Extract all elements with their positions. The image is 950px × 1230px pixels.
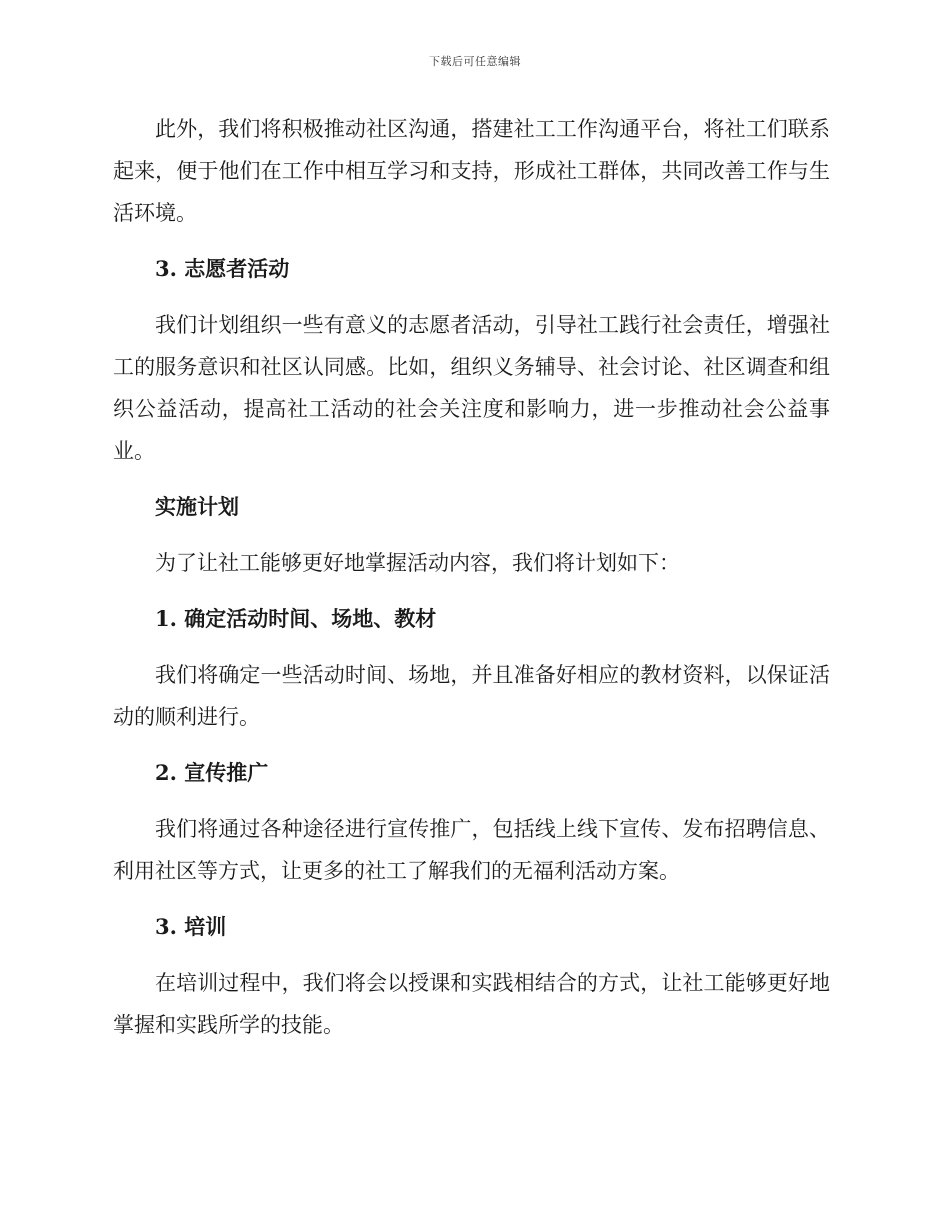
paragraph-time-venue-materials: 我们将确定一些活动时间、场地，并且准备好相应的教材资料，以保证活动的顺利进行。	[113, 663, 830, 729]
heading-promotion: 2. 宣传推广	[155, 760, 269, 785]
heading-volunteer-activities: 3. 志愿者活动	[155, 256, 290, 281]
heading-implementation-plan: 实施计划	[155, 495, 239, 519]
header-note: 下载后可任意编辑	[429, 55, 521, 68]
paragraph-community-communication: 此外，我们将积极推动社区沟通，搭建社工工作沟通平台，将社工们联系起来，便于他们在工作中相互学习和支持，形成社工群体，共同改善工作与生活环境。	[113, 117, 830, 225]
document-body	[113, 108, 830, 1060]
heading-training: 3. 培训	[155, 914, 227, 939]
paragraph-promotion: 我们将通过各种途径进行宣传推广，包括线上线下宣传、发布招聘信息、利用社区等方式，让更多的社工了解我们的无福利活动方案。	[113, 817, 830, 883]
paragraph-training: 在培训过程中，我们将会以授课和实践相结合的方式，让社工能够更好地掌握和实践所学的技能。	[113, 971, 830, 1037]
paragraph-plan-intro: 为了让社工能够更好地掌握活动内容，我们将计划如下：	[155, 551, 680, 575]
heading-time-venue-materials: 1. 确定活动时间、场地、教材	[155, 606, 437, 631]
paragraph-volunteer-activities: 我们计划组织一些有意义的志愿者活动，引导社工践行社会责任，增强社工的服务意识和社区认同感。比如，组织义务辅导、社会讨论、社区调查和组织公益活动，提高社工活动的社会关注度和影响力，进一步推动社会公益事业。	[113, 313, 830, 463]
